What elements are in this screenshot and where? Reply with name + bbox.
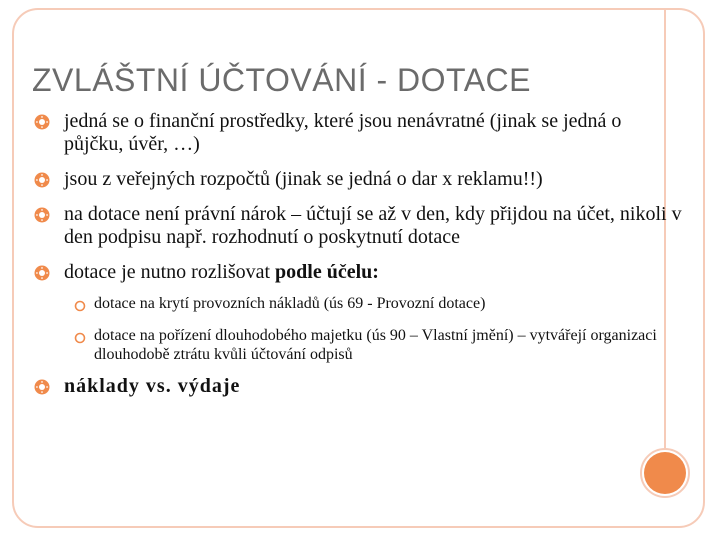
sub-bullet-text: dotace na pořízení dlouhodobého majetku (ús 90 – Vlastní jmění) – vytvářejí organizaci dlouhodobě ztrátu kvůli účtování odpisů	[94, 327, 657, 363]
bullet-text: jsou z veřejných rozpočtů (jinak se jedná o dar x reklamu!!)	[64, 168, 543, 190]
bullet-text: jedná se o finanční prostředky, které jsou nenávratné (jinak se jedná o půjčku, úvěr, …)	[64, 110, 622, 155]
bullet-text	[64, 261, 684, 284]
bullet-text-bold: podle účelu:	[275, 261, 379, 283]
sub-bullet-text: dotace na krytí provozních nákladů (ús 69 - Provozní dotace)	[94, 295, 486, 312]
bullet-text-prefix: dotace je nutno rozlišovat	[64, 261, 276, 283]
sun-icon	[34, 264, 50, 280]
sun-icon	[34, 378, 50, 394]
decorative-orange-dot	[644, 452, 686, 494]
slide-title: ZVLÁŠTNÍ ÚČTOVÁNÍ - DOTACE	[32, 62, 531, 98]
open-circle-icon	[74, 298, 86, 310]
bullet-text: na dotace není právní nárok – účtují se až v den, kdy přijdou na účet, nikoli v den podpisu např. rozhodnutí o poskytnutí dotace	[64, 203, 682, 248]
sun-icon	[34, 113, 50, 129]
open-circle-icon	[74, 330, 86, 342]
bullet-text-bold: náklady vs. výdaje	[64, 375, 241, 397]
sun-icon	[34, 171, 50, 187]
sun-icon	[34, 206, 50, 222]
